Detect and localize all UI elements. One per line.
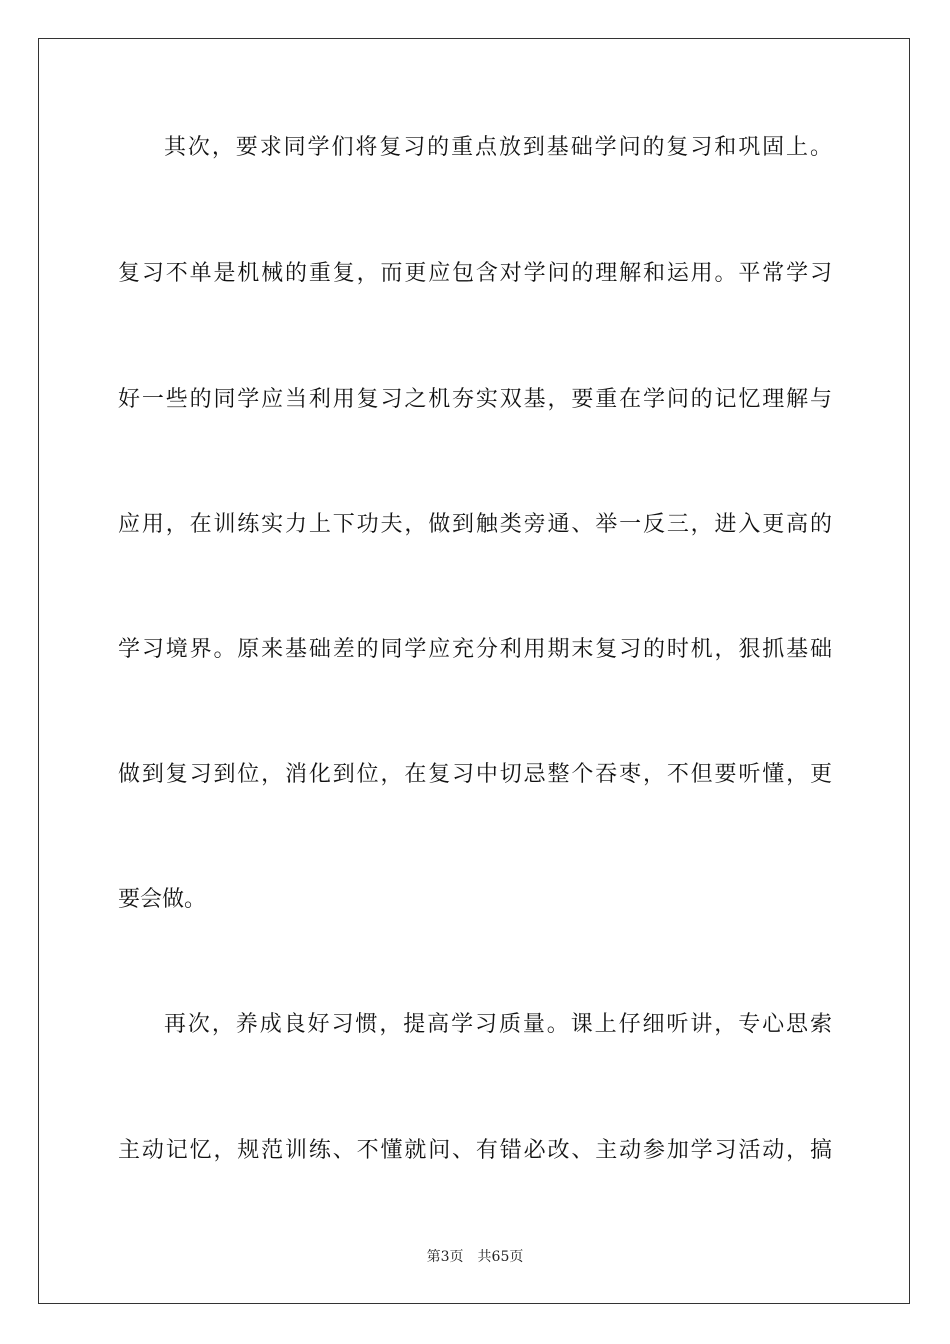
paragraph-line-2: 复习不单是机械的重复，而更应包含对学问的理解和运用。平常学习 — [118, 261, 832, 286]
paragraph-line-6: 做到复习到位，消化到位，在复习中切忌整个吞枣，不但要听懂，更 — [118, 762, 832, 787]
paragraph-line-1: 其次，要求同学们将复习的重点放到基础学问的复习和巩固上。 — [164, 135, 832, 160]
page-footer — [0, 1246, 950, 1266]
paragraph-line-7: 要会做。 — [118, 887, 207, 912]
current-page-number: 第3页 — [426, 1249, 464, 1265]
total-page-count: 共65页 — [477, 1249, 524, 1265]
paragraph-line-8: 再次，养成良好习惯，提高学习质量。课上仔细听讲，专心思索 — [164, 1012, 832, 1037]
page-border — [38, 38, 910, 1304]
paragraph-line-9: 主动记忆，规范训练、不懂就问、有错必改、主动参加学习活动，搞 — [118, 1138, 832, 1163]
paragraph-line-5: 学习境界。原来基础差的同学应充分利用期末复习的时机，狠抓基础 — [118, 637, 832, 662]
paragraph-line-4: 应用，在训练实力上下功夫，做到触类旁通、举一反三，进入更高的 — [118, 512, 832, 537]
paragraph-line-3: 好一些的同学应当利用复习之机夯实双基，要重在学问的记忆理解与 — [118, 387, 832, 412]
